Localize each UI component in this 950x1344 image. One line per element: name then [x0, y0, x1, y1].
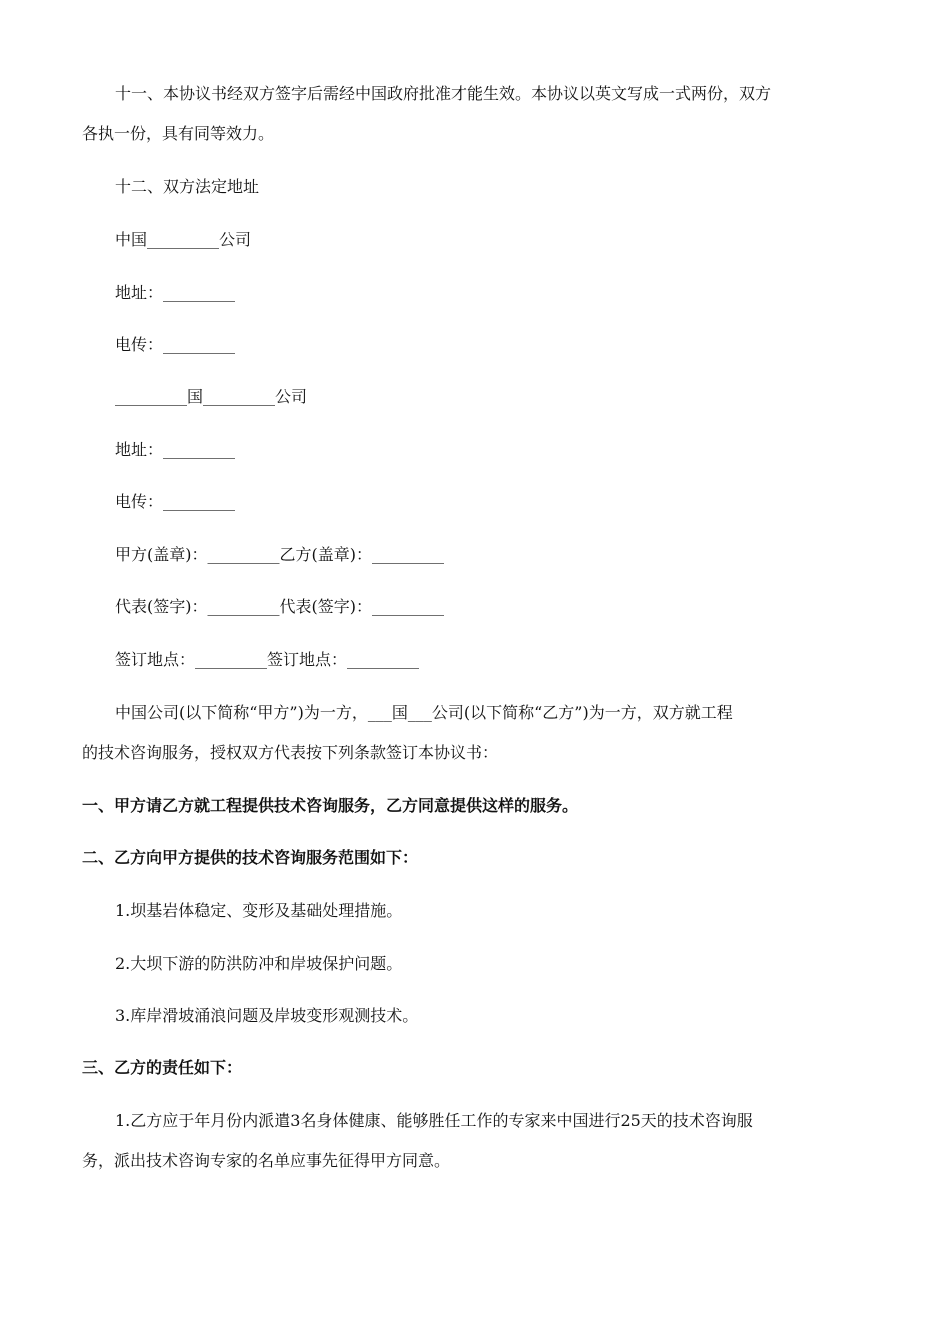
- responsibility-1-line-2: 务，派出技术咨询专家的名单应事先征得甲方同意。: [82, 1151, 451, 1170]
- scope-item-1: 1.坝基岩体稳定、变形及基础处理措施。: [115, 901, 403, 920]
- party-a-company: 中国_________公司: [115, 230, 252, 249]
- section-3-heading: 三、乙方的责任如下：: [82, 1058, 243, 1077]
- clause-11-line-1: 十一、本协议书经双方签字后需经中国政府批准才能生效。本协议以英文写成一式两份，双方: [115, 84, 772, 103]
- clause-11-line-2: 各执一份，具有同等效力。: [82, 124, 275, 143]
- party-a-address: 地址：_________: [115, 283, 236, 302]
- party-b-address: 地址：_________: [115, 440, 236, 459]
- scope-item-2: 2.大坝下游的防洪防冲和岸坡保护问题。: [115, 954, 403, 973]
- scope-item-3: 3.库岸滑坡涌浪问题及岸坡变形观测技术。: [115, 1006, 419, 1025]
- intro-line-2: 的技术咨询服务，授权双方代表按下列条款签订本协议书：: [82, 743, 499, 762]
- intro-line-1: 中国公司(以下简称“甲方”)为一方，___国___公司(以下简称“乙方”)为一方，双方就工程: [115, 703, 733, 722]
- section-1-heading: 一、甲方请乙方就工程提供技术咨询服务，乙方同意提供这样的服务。: [82, 796, 579, 815]
- signing-place-line: 签订地点：_________签订地点：_________: [115, 650, 420, 669]
- party-b-company: _________国_________公司: [115, 387, 308, 406]
- party-b-fax: 电传：_________: [115, 492, 236, 511]
- clause-12-heading: 十二、双方法定地址: [115, 177, 260, 196]
- party-a-fax: 电传：_________: [115, 335, 236, 354]
- responsibility-1-line-1: 1.乙方应于年月份内派遣3名身体健康、能够胜任工作的专家来中国进行25天的技术咨询服: [115, 1111, 753, 1130]
- section-2-heading: 二、乙方向甲方提供的技术咨询服务范围如下：: [82, 848, 419, 867]
- seal-line: 甲方(盖章)：_________乙方(盖章)：_________: [115, 545, 444, 564]
- signature-line: 代表(签字)：_________代表(签字)：_________: [115, 597, 444, 616]
